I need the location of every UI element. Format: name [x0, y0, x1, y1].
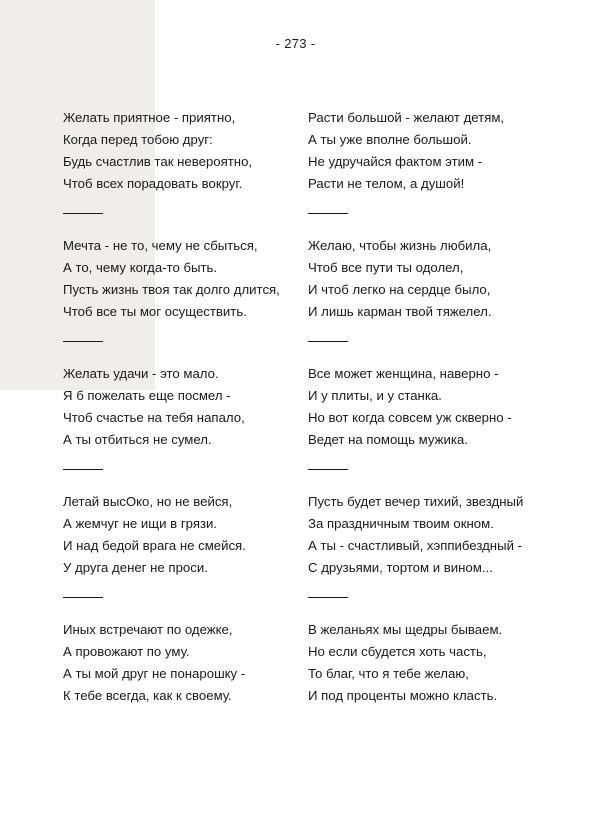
stanza-divider [308, 341, 348, 342]
poem-line: Расти не телом, а душой! [308, 176, 465, 191]
poem-line: Расти большой - желают детям, [308, 110, 505, 125]
poem-line: Не удручайся фактом этим - [308, 154, 483, 169]
stanza-divider [63, 213, 103, 214]
stanza [308, 235, 578, 363]
stanza [308, 107, 578, 235]
poem-line: К тебе всегда, как к своему. [63, 688, 232, 703]
poem-line: И над бедой врага не смейся. [63, 538, 246, 553]
poem-line: Чтоб всех порадовать вокруг. [63, 176, 243, 191]
stanza-divider [308, 469, 348, 470]
right-poem-column [308, 107, 578, 747]
poem-line: А ты мой друг не понарошку - [63, 666, 246, 681]
stanza-divider [63, 469, 103, 470]
left-poem-column [63, 107, 298, 747]
poem-line: Чтоб все ты мог осуществить. [63, 304, 247, 319]
poem-line: Чтоб все пути ты одолел, [308, 260, 464, 275]
stanza-divider [63, 597, 103, 598]
poem-line: Но если сбудется хоть часть, [308, 644, 487, 659]
stanza-divider [63, 341, 103, 342]
stanza [63, 491, 298, 619]
poem-line: Желать приятное - приятно, [63, 110, 236, 125]
poem-line: А ты уже вполне большой. [308, 132, 472, 147]
poem-line: То благ, что я тебе желаю, [308, 666, 469, 681]
poem-line: С друзьями, тортом и вином... [308, 560, 493, 575]
poem-line: Желать удачи - это мало. [63, 366, 219, 381]
stanza [308, 619, 578, 747]
stanza [308, 363, 578, 491]
poem-line: А провожают по уму. [63, 644, 190, 659]
stanza-divider [308, 213, 348, 214]
poem-line: Летай высОко, но не вейся, [63, 494, 233, 509]
poem-line: Желаю, чтобы жизнь любила, [308, 238, 492, 253]
poem-line: Иных встречают по одежке, [63, 622, 233, 637]
poem-line: Все может женщина, наверно - [308, 366, 499, 381]
page-number: - 273 - [275, 36, 316, 51]
poem-line: И под проценты можно класть. [308, 688, 498, 703]
poem-line: За праздничным твоим окном. [308, 516, 494, 531]
stanza [63, 619, 298, 747]
poem-line: И лишь карман твой тяжелел. [308, 304, 492, 319]
poem-line: Мечта - не то, чему не сбыться, [63, 238, 258, 253]
stanza [63, 235, 298, 363]
stanza [63, 363, 298, 491]
stanza [63, 107, 298, 235]
poem-line: У друга денег не проси. [63, 560, 208, 575]
poem-line: Но вот когда совсем уж скверно - [308, 410, 512, 425]
stanza-divider [308, 597, 348, 598]
poem-line: В желаньях мы щедры бываем. [308, 622, 503, 637]
poem-line: И чтоб легко на сердце было, [308, 282, 491, 297]
poem-line: Пусть жизнь твоя так долго длится, [63, 282, 280, 297]
poem-line: А ты отбиться не сумел. [63, 432, 212, 447]
poem-line: Чтоб счастье на тебя напало, [63, 410, 245, 425]
poem-line: А ты - счастливый, хэппибездный - [308, 538, 522, 553]
poem-line: И у плиты, и у станка. [308, 388, 442, 403]
poem-line: Ведет на помощь мужика. [308, 432, 468, 447]
stanza [308, 491, 578, 619]
poem-line: Я б пожелать еще посмел - [63, 388, 231, 403]
poem-line: А то, чему когда-то быть. [63, 260, 218, 275]
poem-line: Пусть будет вечер тихий, звездный [308, 494, 524, 509]
poem-line: Будь счастлив так невероятно, [63, 154, 253, 169]
poem-line: Когда перед тобою друг: [63, 132, 213, 147]
poem-line: А жемчуг не ищи в грязи. [63, 516, 218, 531]
